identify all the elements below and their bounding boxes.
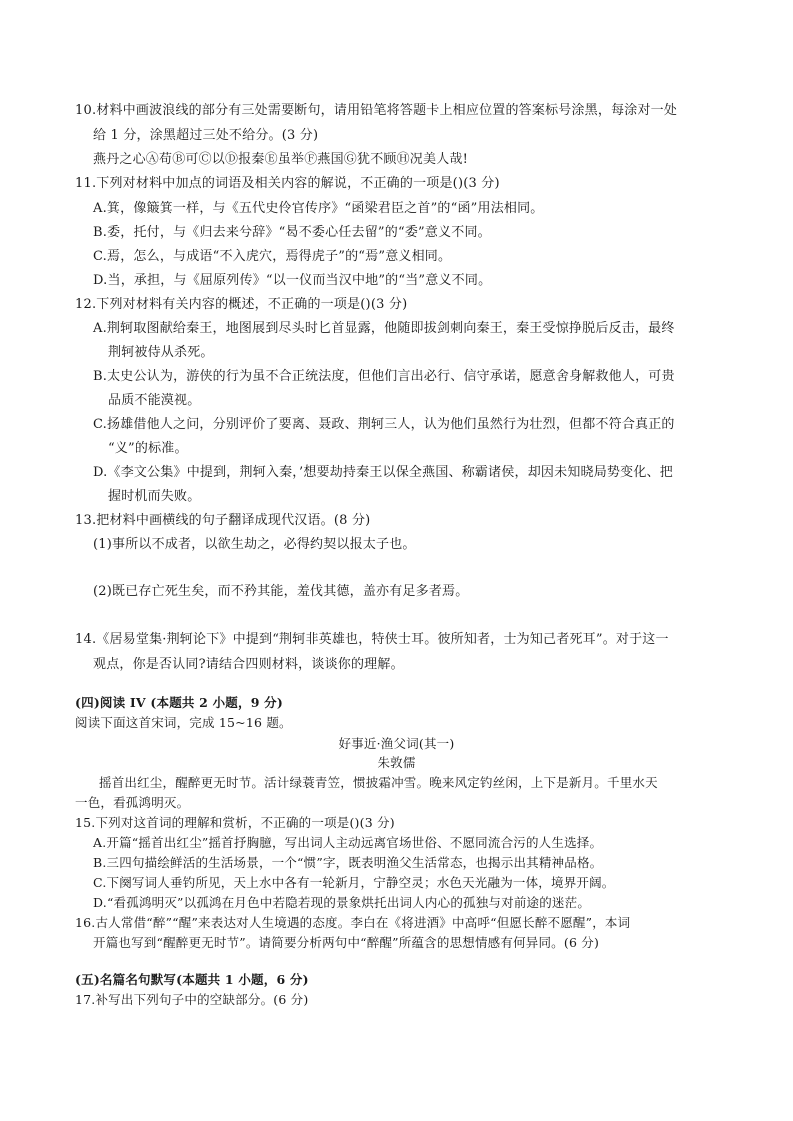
q13-stem: 13.把材料中画横线的句子翻译成现代汉语。(8 分) — [75, 513, 371, 528]
q15-option-b: B.三四句描绘鲜活的生活场景，一个“惯”字，既表明渔父生活常态，也揭示出其精神品格。 — [93, 855, 603, 870]
q11-option-d: D.当，承担，与《屈原列传》“以一仪而当汉中地”的“当”意义不同。 — [93, 273, 492, 288]
q13-sentence-2: (2)既已存亡死生矣，而不矜其能，羞伐其德，盖亦有足多者焉。 — [93, 584, 469, 599]
q12-option-a-line2: 荆轲被侍从杀死。 — [108, 345, 214, 360]
q10-sentence: 燕丹之心Ⓐ苟Ⓑ可Ⓒ以Ⓓ报秦Ⓔ虽举Ⓕ燕国Ⓖ犹不顾Ⓗ况美人哉! — [93, 152, 469, 167]
q15-option-a: A.开篇“摇首出红尘”摇首抒胸臆，写出词人主动远离官场世俗、不愿同流合污的人生选择。 — [93, 835, 603, 850]
q12-option-c-line2: “义”的标准。 — [108, 441, 188, 456]
q17-stem: 17.补写出下列句子中的空缺部分。(6 分) — [75, 992, 309, 1007]
q11-option-b: B.委，托付，与《归去来兮辞》“曷不委心任去留”的“委”意义不同。 — [93, 225, 491, 240]
q10-line2: 给 1 分，涂黑超过三处不给分。(3 分) — [93, 128, 319, 143]
poem-author: 朱敦儒 — [377, 755, 416, 770]
q15-option-d: D.“看孤鸿明灭”以孤鸿在月色中若隐若现的景象烘托出词人内心的孤独与对前途的迷茫。 — [93, 895, 591, 910]
q12-option-a-line1: A.荆轲取图献给秦王，地图展到尽头时匕首显露，他随即拔剑刺向秦王，秦王受惊挣脱后反击，最终 — [93, 321, 675, 336]
poem-title: 好事近·渔父词(其一) — [338, 736, 455, 751]
q12-option-c-line1: C.扬雄借他人之问，分别评价了要离、聂政、荆轲三人，认为他们虽然行为壮烈，但都不符合真正的 — [93, 417, 675, 432]
q14-line2: 观点，你是否认同?请结合四则材料，谈谈你的理解。 — [93, 657, 404, 672]
q12-option-d-line2: 握时机而失败。 — [108, 489, 201, 504]
section4-intro: 阅读下面这首宋词，完成 15~16 题。 — [75, 715, 292, 730]
poem-line2: 一色，看孤鸿明灭。 — [75, 795, 190, 810]
q11-option-a: A.箕，像簸箕一样，与《五代史伶官传序》“函梁君臣之首”的“函”用法相同。 — [93, 201, 544, 216]
q14-line1: 14.《居易堂集·荆轲论下》中提到“荆轲非英雄也，特侠士耳。彼所知者，士为知己者死耳”。对于这一 — [75, 632, 669, 647]
q12-stem: 12.下列对材料有关内容的概述，不正确的一项是()(3 分) — [75, 297, 408, 312]
q16-line1: 16.古人常借“醉”“醒”来表达对人生境遇的态度。李白在《将进酒》中高呼“但愿长醉不愿醒”，本词 — [75, 915, 631, 930]
q12-option-d-line1: D.《李文公集》中提到，荆轲入秦，’想要劫持秦王以保全燕国、称霸诸侯，却因未知晓局势变化、把 — [93, 465, 673, 480]
section4-heading: (四)阅读 IV (本题共 2 小题，9 分) — [75, 695, 283, 710]
poem-line1: 摇首出红尘，醒醉更无时节。活计绿蓑青笠，惯披霜冲雪。晚来风定钓丝闲，上下是新月。千里水天 — [99, 775, 658, 790]
q15-stem: 15.下列对这首词的理解和赏析，不正确的一项是()(3 分) — [75, 815, 395, 830]
q13-sentence-1: (1)事所以不成者，以欲生劫之，必得约契以报太子也。 — [93, 537, 416, 552]
q11-stem: 11.下列对材料中加点的词语及相关内容的解说，不正确的一项是()(3 分) — [75, 176, 500, 191]
q12-option-b-line1: B.太史公认为，游侠的行为虽不合正统法度，但他们言出必行、信守承诺，愿意舍身解救他人，可贵 — [93, 369, 675, 384]
q11-option-c: C.焉，怎么，与成语“不入虎穴，焉得虎子”的“焉”意义相同。 — [93, 249, 452, 264]
section5-heading: (五)名篇名句默写(本题共 1 小题，6 分) — [75, 972, 309, 987]
q10-line1: 10.材料中画波浪线的部分有三处需要断句，请用铅笔将答题卡上相应位置的答案标号涂黑，每涂对一处 — [75, 103, 678, 118]
q16-line2: 开篇也写到“醒醉更无时节”。请简要分析两句中“醉醒”所蕴含的思想情感有何异同。(6 分) — [93, 935, 600, 950]
q15-option-c: C.下阕写词人垂钓所见，天上水中各有一轮新月，宁静空灵；水色天光融为一体，境界开阔。 — [93, 875, 615, 890]
q12-option-b-line2: 品质不能漠视。 — [108, 393, 201, 408]
